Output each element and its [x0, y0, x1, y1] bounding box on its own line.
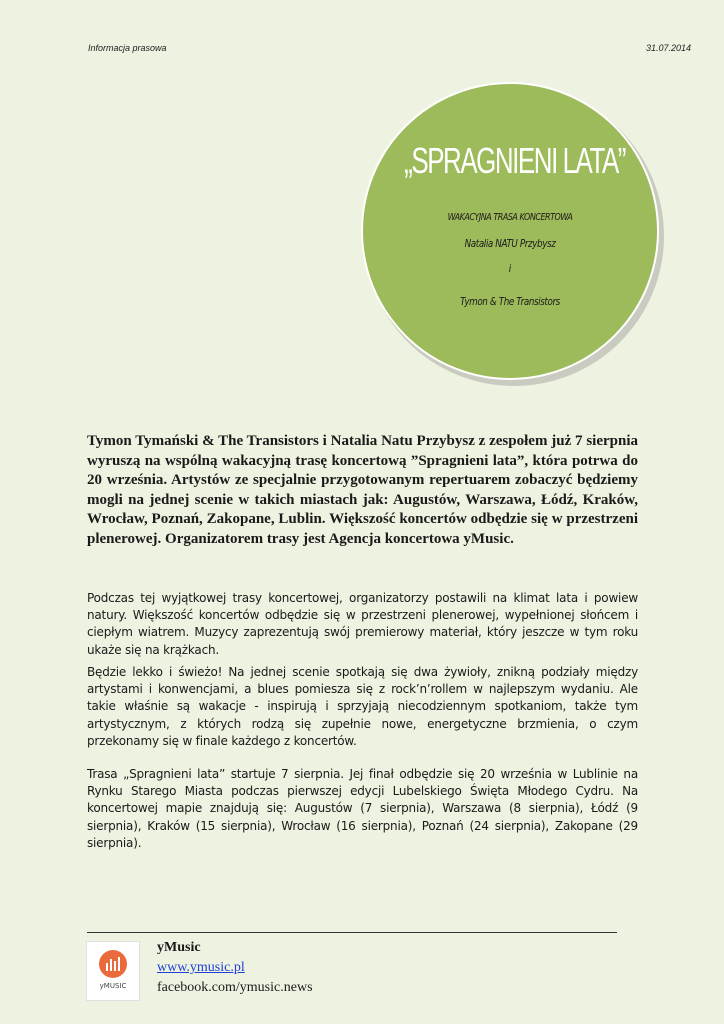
logo-text: yMUSIC — [99, 982, 127, 990]
footer-brand: yMusic — [157, 940, 201, 955]
badge-subtitle: WAKACYJNA TRASA KONCERTOWA — [447, 212, 573, 223]
ymusic-logo — [86, 941, 140, 1001]
badge-artist-1: Natalia NATU Przybysz — [464, 237, 556, 250]
logo-mark-icon — [99, 950, 127, 978]
lead-paragraph: Tymon Tymański & The Transistors i Natalia Natu Przybysz z zespołem już 7 sierpnia wyruszą na wspólną wakacyjną trasę koncertową ”Spragnieni lata”, która potrwa do 20 września. Artystów ze specjalnie przygotowanym repertuarem zobaczyć będziemy mogli na jednej scenie w takich miastach jak: Augustów, Warszawa, Łódź, Kraków, Wrocław, Poznań, Zakopane, Lublin. Większość koncertów odbędzie się w przestrzeni plenerowej. Organizatorem trasy jest Agencja koncertowa yMusic. — [87, 433, 638, 547]
body-paragraph-2: Będzie lekko i świeżo! Na jednej scenie spotkają się dwa żywioły, znikną podziały między artystami i konwencjami, a blues pomiesza się z rock’n’rollem w najlepszym wydaniu. Ale takie właśnie są wakacje - inspirują i sprzyjają niecodziennym spotkaniom, także tym artystycznym, z których rodzą się zupełnie nowe, energetyczne brzmienia, o czym przekonamy się w finale każdego z koncertów. — [87, 665, 638, 748]
footer-contact — [157, 938, 313, 998]
tour-badge — [361, 82, 659, 380]
header-label: Informacja prasowa — [88, 43, 167, 53]
body-paragraph-1: Podczas tej wyjątkowej trasy koncertowej, organizatorzy postawili na klimat lata i powiew natury. Większość koncertów odbędzie się w przestrzeni plenerowej, wypełnionej słońcem i ciepłym wiatrem. Muzycy zaprezentują swój premierowy materiał, który jeszcze w tym roku ukaże się na krążkach. — [87, 591, 638, 657]
body-paragraph-3: Trasa „Spragnieni lata” startuje 7 sierpnia. Jej finał odbędzie się 20 września w Lublinie na Rynku Starego Miasta podczas pierwszej edycji Lubelskiego Święta Młodego Cydru. Na koncertowej mapie znajdują się: Augustów (7 sierpnia), Warszawa (8 sierpnia), Łódź (9 sierpnia), Kraków (15 sierpnia), Wrocław (16 sierpnia), Poznań (24 sierpnia), Zakopane (29 sierpnia). — [87, 767, 638, 850]
header-date: 31.07.2014 — [646, 43, 692, 53]
badge-conjunction: i — [508, 262, 512, 275]
badge-artist-2: Tymon & The Transistors — [460, 295, 560, 308]
footer-divider — [87, 932, 617, 933]
badge-title: „SPRAGNIENI LATA” — [404, 140, 625, 181]
footer-website-link[interactable]: www.ymusic.pl — [157, 960, 245, 975]
footer-social: facebook.com/ymusic.news — [157, 980, 313, 995]
